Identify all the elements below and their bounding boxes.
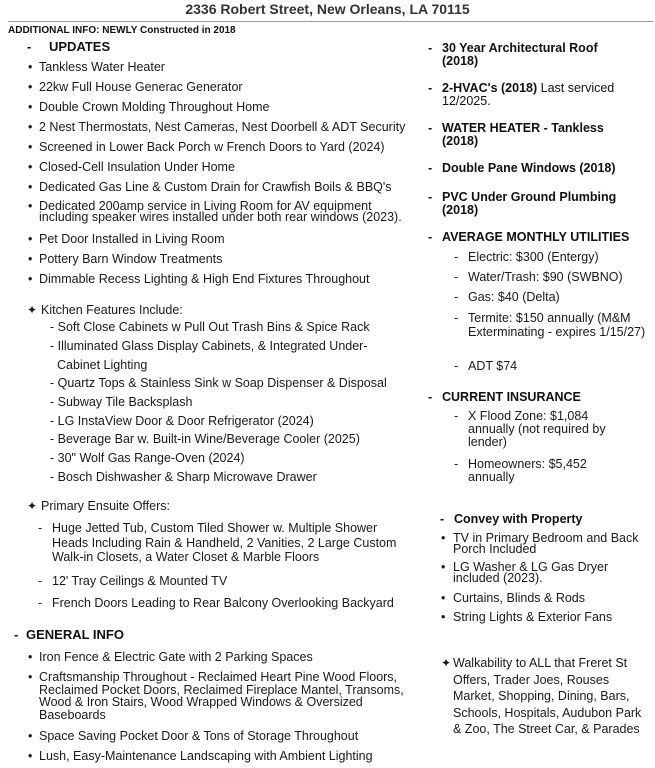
bullet-icon: • xyxy=(28,729,33,743)
list-item: • Double Crown Molding Throughout Home xyxy=(28,100,270,114)
list-item: • Iron Fence & Electric Gate with 2 Parking Spaces xyxy=(28,650,313,664)
dash-icon: - xyxy=(38,596,43,610)
bullet-icon: • xyxy=(28,60,33,74)
kitchen-item: Cabinet Lighting xyxy=(57,358,148,372)
roof-item: - 30 Year Architectural Roof (2018) xyxy=(428,41,598,68)
convey-item: • TV in Primary Bedroom and Back Porch Included xyxy=(441,531,639,556)
dash-icon: - xyxy=(428,190,433,204)
dash-icon: - xyxy=(454,311,459,325)
kitchen-item: - Subway Tile Backsplash xyxy=(50,395,193,409)
windows-item: - Double Pane Windows (2018) xyxy=(428,161,616,175)
list-item: • Dedicated Gas Line & Custom Drain for Crawfish Boils & BBQ's xyxy=(28,180,392,194)
bullet-icon: • xyxy=(28,180,33,194)
convey-item: • LG Washer & LG Gas Dryer included (2023). xyxy=(441,560,609,585)
updates-heading-text: UPDATES xyxy=(49,39,111,54)
dash-icon: - xyxy=(454,409,459,423)
dash-icon: - xyxy=(428,121,433,135)
kitchen-item: - Illuminated Glass Display Cabinets, & Integrated Under- xyxy=(50,339,368,353)
dash-icon: - xyxy=(454,457,459,471)
dash-icon: - xyxy=(454,359,459,373)
list-item: • Space Saving Pocket Door & Tons of Storage Throughout xyxy=(28,729,359,743)
hvac-item: - 2-HVAC's (2018) Last serviced 12/2025. xyxy=(428,81,615,108)
bullet-icon: • xyxy=(28,100,33,114)
dash-icon: - xyxy=(454,270,459,284)
dash-icon: - xyxy=(38,574,43,588)
list-item: • Tankless Water Heater xyxy=(28,60,165,74)
insurance-item: - Homeowners: $5,452 annually xyxy=(454,457,587,484)
list-item: • Dimmable Recess Lighting & High End Fixtures Throughout xyxy=(28,272,370,286)
bullet-icon: • xyxy=(28,252,33,266)
list-item: • Pet Door Installed in Living Room xyxy=(28,232,225,246)
utility-item: - Electric: $300 (Entergy) xyxy=(454,250,599,264)
water-heater-item: - WATER HEATER - Tankless (2018) xyxy=(428,121,604,148)
bullet-icon: • xyxy=(441,591,446,605)
bullet-icon: • xyxy=(28,670,33,684)
header-divider xyxy=(8,21,653,22)
star-icon: ✦ xyxy=(27,303,38,317)
star-icon: ✦ xyxy=(27,499,38,513)
ensuite-item: - 12' Tray Ceilings & Mounted TV xyxy=(38,574,228,588)
general-info-heading: - GENERAL INFO xyxy=(14,627,124,642)
kitchen-item: - LG InstaView Door & Door Refrigerator (2024) xyxy=(50,414,314,428)
utility-item: - Water/Trash: $90 (SWBNO) xyxy=(454,270,623,284)
dash-icon: - xyxy=(454,250,459,264)
list-item: • Closed-Cell Insulation Under Home xyxy=(28,160,235,174)
utility-item: - Termite: $150 annually (M&M Exterminating - expires 1/15/27) xyxy=(454,311,646,339)
additional-info: ADDITIONAL INFO: NEWLY Constructed in 2018 xyxy=(8,25,236,36)
kitchen-item: - 30" Wolf Gas Range-Oven (2024) xyxy=(50,451,245,465)
bullet-icon: • xyxy=(28,232,33,246)
utilities-heading: - AVERAGE MONTHLY UTILITIES xyxy=(428,230,630,244)
updates-heading xyxy=(27,40,110,54)
property-address: 2336 Robert Street, New Orleans, LA 70115 xyxy=(185,1,470,17)
bullet-icon: • xyxy=(28,140,33,154)
bullet-icon: • xyxy=(441,560,446,574)
ensuite-item: - Huge Jetted Tub, Custom Tiled Shower w. Multiple Shower Heads Including Rain & Handheld, 2 Vanities, 2 Large Custom Walk-in Closets, a Water Closet & Marble Floors xyxy=(38,521,397,564)
dash-icon: - xyxy=(428,161,433,175)
list-item: • Pottery Barn Window Treatments xyxy=(28,252,223,266)
bullet-icon: • xyxy=(28,199,33,213)
list-item: • Craftsmanship Throughout - Reclaimed Heart Pine Wood Floors, Reclaimed Pocket Doors, Reclaimed Fireplace Mantel, Transoms, Wood & Iron Stairs, Wood Wrapped Windows & Oversized Baseboards xyxy=(28,670,404,722)
kitchen-item: - Beverage Bar w. Built-in Wine/Beverage Cooler (2025) xyxy=(50,432,360,446)
bullet-icon: • xyxy=(441,610,446,624)
dash-icon: - xyxy=(454,290,459,304)
insurance-item: - X Flood Zone: $1,084 annually (not required by lender) xyxy=(454,409,606,449)
list-item: • 22kw Full House Generac Generator xyxy=(28,80,243,94)
kitchen-item: - Bosch Dishwasher & Sharp Microwave Drawer xyxy=(50,470,317,484)
list-item: • Lush, Easy-Maintenance Landscaping with Ambient Lighting xyxy=(28,749,373,763)
dash-icon: - xyxy=(428,390,433,404)
walkability-note: ✦ Walkability to ALL that Freret St Offers, Trader Joes, Rouses Market, Shopping, Dining, Bars, Schools, Hospitals, Audubon Park & Zoo, The Street Car, & Parades xyxy=(441,656,642,736)
bullet-icon: • xyxy=(28,650,33,664)
bullet-icon: • xyxy=(28,80,33,94)
kitchen-item: - Soft Close Cabinets w Pull Out Trash Bins & Spice Rack xyxy=(50,320,370,334)
list-item: • Screened in Lower Back Porch w French Doors to Yard (2024) xyxy=(28,140,385,154)
utility-item: - ADT $74 xyxy=(454,359,518,373)
convey-item: • Curtains, Blinds & Rods xyxy=(441,591,586,605)
dash-icon: - xyxy=(428,230,433,244)
bullet-icon: • xyxy=(441,531,446,545)
dash-icon: - xyxy=(428,41,433,55)
list-item: • 2 Nest Thermostats, Nest Cameras, Nest Doorbell & ADT Security xyxy=(28,120,406,134)
bullet-icon: • xyxy=(28,749,33,763)
kitchen-item: - Quartz Tops & Stainless Sink w Soap Dispenser & Disposal xyxy=(50,376,387,390)
dash-icon: - xyxy=(14,627,19,642)
convey-heading: - Convey with Property xyxy=(440,512,583,526)
list-item: • Dedicated 200amp service in Living Room for AV equipment including speaker wires installed under both rear windows (2023). xyxy=(28,199,402,224)
dash-icon: - xyxy=(27,39,32,54)
star-icon: ✦ xyxy=(441,656,452,670)
kitchen-heading: ✦ Kitchen Features Include: xyxy=(27,303,183,317)
bullet-icon: • xyxy=(28,120,33,134)
plumbing-item: - PVC Under Ground Plumbing (2018) xyxy=(428,190,617,217)
bullet-icon: • xyxy=(28,272,33,286)
utility-item: - Gas: $40 (Delta) xyxy=(454,290,560,304)
ensuite-heading: ✦ Primary Ensuite Offers: xyxy=(27,499,170,513)
insurance-heading: - CURRENT INSURANCE xyxy=(428,390,581,404)
dash-icon: - xyxy=(440,512,445,526)
bullet-icon: • xyxy=(28,160,33,174)
ensuite-item: - French Doors Leading to Rear Balcony Overlooking Backyard xyxy=(38,596,394,610)
dash-icon: - xyxy=(428,81,433,95)
convey-item: • String Lights & Exterior Fans xyxy=(441,610,613,624)
dash-icon: - xyxy=(38,521,43,535)
